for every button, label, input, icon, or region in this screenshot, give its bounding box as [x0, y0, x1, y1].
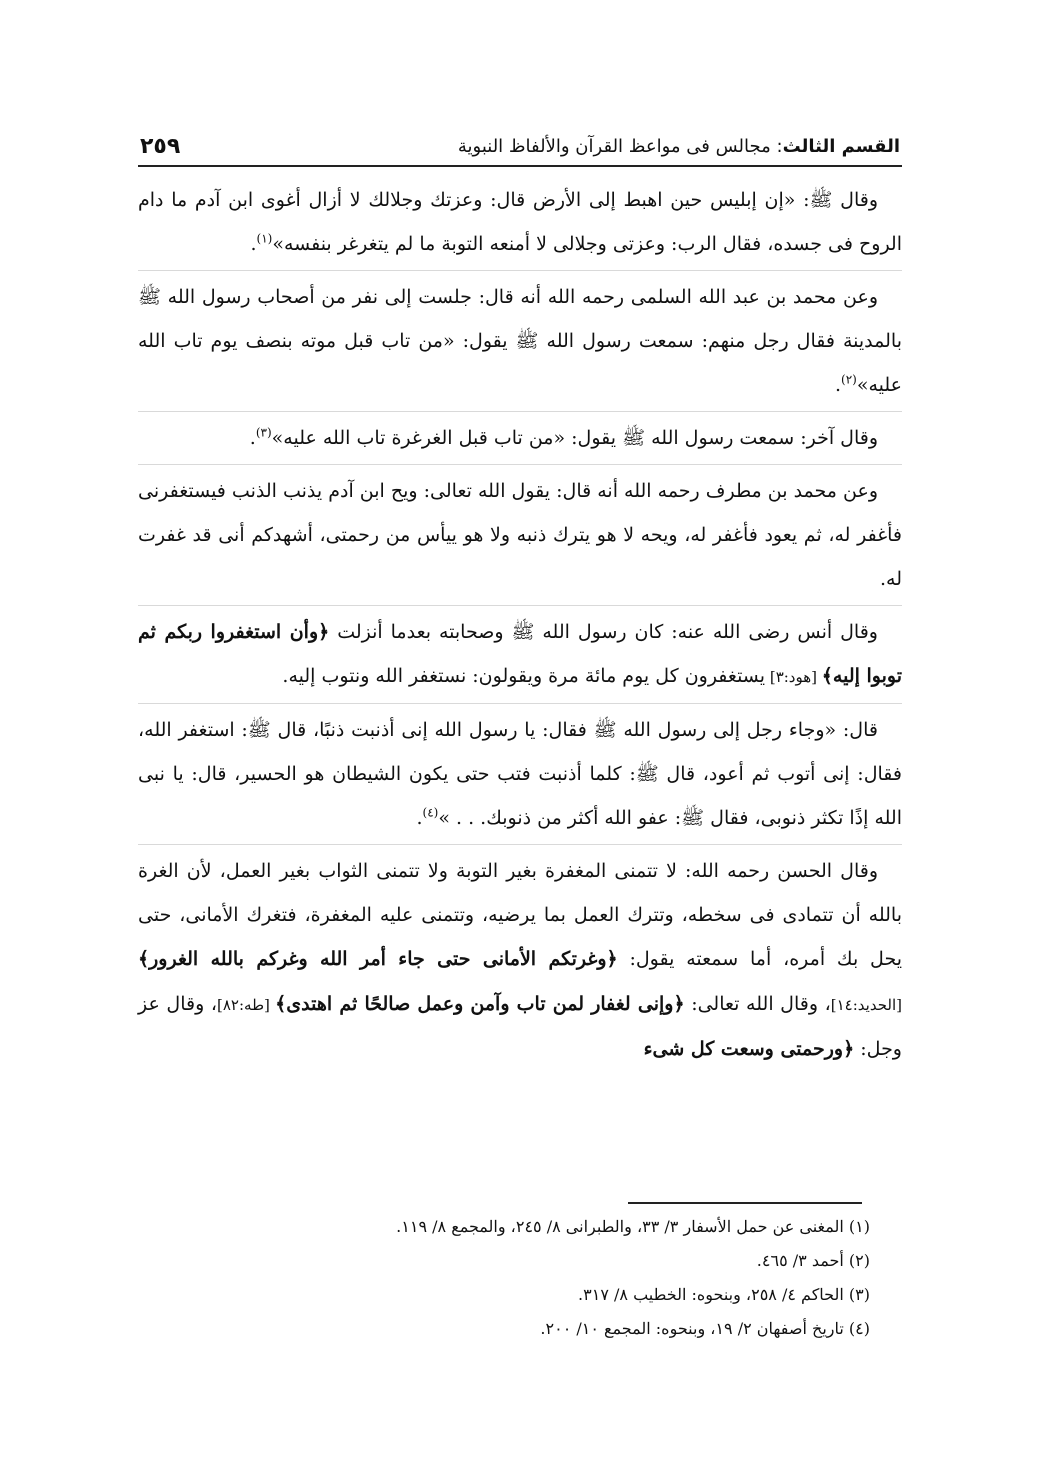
verse-reference: [الحديد:١٤]: [830, 996, 902, 1014]
paragraph-end: .: [416, 807, 423, 829]
footnote-marker: (٢): [841, 372, 857, 387]
verse-reference: [هود:٣]: [765, 668, 822, 686]
paragraph-3: [138, 416, 902, 465]
footnote-marker: (١): [256, 231, 273, 246]
paragraph-end: .: [250, 233, 257, 255]
footnotes: [300, 1210, 870, 1346]
paragraph-text: وقال أنس رضى الله عنه: كان رسول الله ﷺ وصحابته بعدما أنزلت: [329, 621, 878, 643]
book-title: : مجالس فى مواعظ القرآن والألفاظ النبوية: [457, 136, 783, 157]
paragraph-text: قال: «وجاء رجل إلى رسول الله ﷺ فقال: يا رسول الله إنى أذنبت ذنبًا، قال ﷺ: استغفر الله، فقال: إنى أتوب ثم أعود، قال ﷺ: كلما أذنبت فتب حتى يكون الشيطان هو الحسير، قال: يا نبى الله إذًا تكثر ذنوبى، فقال ﷺ: عفو الله أكثر من ذنوبك. . . »: [138, 719, 902, 829]
paragraph-6: [138, 708, 902, 845]
header-rule: [138, 165, 902, 167]
page-header: [140, 120, 900, 160]
quran-verse: ﴿وغرتكم الأمانى حتى جاء أمر الله وغركم بالله الغرور﴾: [138, 948, 618, 970]
footnote-marker: (٤): [422, 805, 439, 820]
footnote-3: (٣) الحاكم ٤/ ٢٥٨، وبنحوه: الخطيب ٨/ ٣١٧.: [578, 1285, 870, 1304]
paragraph-5: [138, 610, 902, 704]
paragraph-2: [138, 275, 902, 412]
paragraph-text: وقال ﷺ: «إن إبليس حين اهبط إلى الأرض قال: وعزتك وجلالك لا أزال أغوى ابن آدم ما دام الروح فى جسده، فقال الرب: وعزتى وجلالى لا أمنعه التوبة ما لم يتغرغر بنفسه»: [138, 189, 902, 255]
running-title: [458, 134, 900, 160]
main-text: [138, 178, 902, 1079]
paragraph-1: [138, 178, 902, 271]
paragraph-end: .: [249, 427, 256, 449]
paragraph-text-cont-2: ، وقال عز وجل:: [138, 993, 902, 1060]
paragraph-4: [138, 469, 902, 606]
footnote-rule: [628, 1202, 862, 1204]
section-label: القسم الثالث: [782, 136, 900, 157]
paragraph-text: وقال الحسن رحمه الله: لا تتمنى المغفرة بغير التوبة ولا تتمنى الثواب بغير العمل، لأن الغرة بالله أن تتمادى فى سخطه، وتترك العمل بما يرضيه، وتتمنى عليه المغفرة، فتغرك الأمانى، حتى يحل بك أمره، أما سمعته يقول:: [138, 860, 902, 970]
paragraph-end: .: [834, 374, 841, 396]
verse-reference-2: [طه:٨٢]: [216, 996, 276, 1014]
paragraph-text-cont: ، وقال الله تعالى:: [684, 993, 831, 1015]
quran-verse: ﴿وأن استغفروا ربكم ثم توبوا إليه﴾: [138, 621, 902, 687]
footnote-1: (١) المغنى عن حمل الأسفار ٣/ ٣٣، والطبرانى ٨/ ٢٤٥، والمجمع ٨/ ١١٩.: [396, 1217, 870, 1236]
paragraph-text: وعن محمد بن مطرف رحمه الله أنه قال: يقول الله تعالى: ويح ابن آدم يذنب الذنب فيستغفرنى فأغفر له، ثم يعود فأغفر له، ويحه لا هو يترك ذنبه ولا هو ييأس من رحمتى، أشهدكم أنى قد غفرت له.: [138, 480, 902, 590]
page-number: ٢٥٩: [140, 134, 181, 159]
paragraph-7: [138, 849, 902, 1075]
footnote-marker: (٣): [255, 425, 272, 440]
quran-verse-2: ﴿وإنى لغفار لمن تاب وآمن وعمل صالحًا ثم اهتدى﴾: [275, 993, 685, 1015]
quran-verse-3: ﴿ورحمتى وسعت كل شىء: [643, 1038, 855, 1060]
paragraph-text-cont: يستغفرون كل يوم مائة مرة ويقولون: نستغفر الله ونتوب إليه.: [282, 665, 766, 687]
paragraph-text: وعن محمد بن عبد الله السلمى رحمه الله أنه قال: جلست إلى نفر من أصحاب رسول الله ﷺ بالمدينة فقال رجل منهم: سمعت رسول الله ﷺ يقول: «من تاب قبل موته بنصف يوم تاب الله عليه»: [138, 286, 902, 396]
footnote-4: (٤) تاريخ أصفهان ٢/ ١٩، وبنحوه: المجمع ١٠/ ٢٠٠.: [540, 1319, 870, 1338]
footnote-2: (٢) أحمد ٣/ ٤٦٥.: [756, 1251, 870, 1270]
paragraph-text: وقال آخر: سمعت رسول الله ﷺ يقول: «من تاب قبل الغرغرة تاب الله عليه»: [271, 427, 878, 449]
